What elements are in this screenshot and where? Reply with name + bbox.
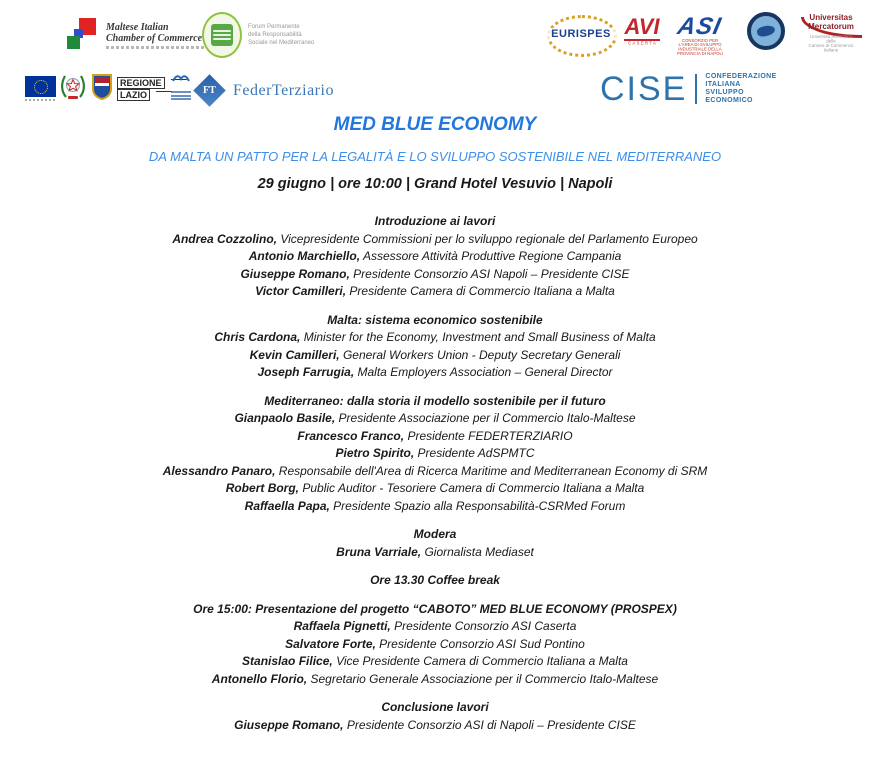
eu-flag-icon bbox=[25, 76, 56, 101]
speaker-line bbox=[0, 364, 870, 382]
speaker-role: Malta Employers Association – General Director bbox=[357, 365, 613, 379]
speaker-role: Presidente Consorzio ASI Napoli – Presidente CISE bbox=[353, 266, 630, 281]
speaker-line bbox=[0, 544, 870, 562]
forum-line2: della Responsabilità bbox=[248, 32, 302, 38]
section-heading: Modera bbox=[413, 527, 457, 541]
coffee-break-label: Ore 13.30 Coffee break bbox=[370, 573, 500, 587]
speaker-role: Giornalista Mediaset bbox=[424, 544, 534, 559]
regione-lazio-emblem-icon bbox=[91, 73, 113, 105]
speaker-role: Presidente Consorzio ASI Sud Pontino bbox=[379, 636, 585, 651]
speaker-line bbox=[0, 283, 870, 301]
speaker-role: General Workers Union - Deputy Secretary Generali bbox=[342, 347, 621, 362]
speaker-line bbox=[0, 498, 870, 516]
speaker-line bbox=[0, 636, 870, 654]
speaker-role: Presidente Spazio alla Responsabilità-CSRMed Forum bbox=[333, 498, 626, 513]
regione-label: REGIONE bbox=[117, 77, 165, 89]
eurispes-label: EURISPES bbox=[541, 28, 621, 40]
cise-divider bbox=[695, 74, 697, 104]
avi-sub: CASERTA bbox=[628, 41, 658, 47]
section-heading: Conclusione lavori bbox=[381, 700, 489, 714]
speaker-name: Chris Cardona, bbox=[214, 330, 301, 344]
section-coffee-break bbox=[0, 572, 870, 590]
speaker-name: Alessandro Panaro, bbox=[162, 463, 276, 478]
speaker-line bbox=[0, 445, 870, 463]
speaker-role: Presidente Consorzio ASI Caserta bbox=[394, 619, 577, 633]
asi-napoli-logo bbox=[664, 15, 736, 63]
round-seal-logo bbox=[747, 12, 785, 50]
avi-caserta-logo bbox=[622, 15, 662, 47]
section-modera bbox=[0, 526, 870, 561]
speaker-name: Salvatore Forte, bbox=[285, 636, 376, 651]
lazio-label: LAZIO bbox=[117, 89, 150, 101]
forum-logo-text bbox=[248, 23, 328, 47]
speaker-name: Giuseppe Romano, bbox=[240, 266, 350, 281]
speaker-role: Presidente AdSPMTC bbox=[417, 446, 535, 460]
section-heading: Introduzione ai lavori bbox=[374, 214, 496, 228]
speaker-name: Raffaela Pignetti, bbox=[293, 619, 391, 633]
section-heading: Ore 15:00: Presentazione del progetto “CABOTO” MED BLUE ECONOMY (PROSPEX) bbox=[193, 601, 677, 616]
chamber-line2: Chamber of Commerce bbox=[106, 33, 203, 44]
forum-mediterraneo-logo bbox=[202, 12, 328, 58]
speaker-name: Raffaella Papa, bbox=[244, 498, 330, 513]
univ-sub1: Università telematica delle bbox=[810, 35, 852, 44]
federterziario-logo bbox=[194, 75, 334, 106]
speaker-line bbox=[0, 618, 870, 636]
speaker-role: Vice Presidente Camera di Commercio Italiana a Malta bbox=[336, 654, 628, 668]
eurispes-logo bbox=[541, 13, 621, 57]
speaker-name: Victor Camilleri, bbox=[255, 284, 347, 298]
speaker-line bbox=[0, 428, 870, 446]
cise-logo bbox=[600, 72, 777, 106]
section-introduzione bbox=[0, 213, 870, 301]
cise-wordmark: CISE bbox=[600, 70, 688, 108]
speaker-line bbox=[0, 347, 870, 365]
speaker-line bbox=[0, 463, 870, 481]
section-heading: Mediterraneo: dalla storia il modello sostenibile per il futuro bbox=[264, 393, 606, 408]
event-subtitle: DA MALTA UN PATTO PER LA LEGALITÀ E LO SVILUPPO SOSTENIBILE NEL MEDITERRANEO bbox=[148, 149, 722, 164]
italy-emblem-icon bbox=[61, 73, 85, 105]
speaker-role: Presidente Associazione per il Commercio Italo-Maltese bbox=[338, 411, 636, 425]
cise-sub4: ECONOMICO bbox=[705, 97, 753, 104]
speaker-role: Responsabile dell'Area di Ricerca Maritime and Mediterranean Economy di SRM bbox=[278, 463, 708, 478]
univ-line1: Universitas bbox=[809, 13, 853, 22]
speaker-role: Presidente Camera di Commercio Italiana a Malta bbox=[349, 284, 615, 298]
maltese-italian-chamber-logo bbox=[66, 16, 224, 54]
speaker-role: Segretario Generale Associazione per il Commercio Italo-Maltese bbox=[310, 671, 659, 686]
section-malta bbox=[0, 312, 870, 382]
speaker-name: Gianpaolo Basile, bbox=[234, 411, 336, 425]
forum-line3: Sociale nel Mediterraneo bbox=[248, 40, 315, 46]
speaker-role: Public Auditor - Tesoriere Camera di Commercio Italiana a Malta bbox=[302, 481, 645, 495]
speaker-role: Presidente FEDERTERZIARIO bbox=[407, 428, 573, 443]
eu-flag-caption-decoration bbox=[25, 99, 56, 101]
speaker-line bbox=[0, 480, 870, 498]
speaker-name: Joseph Farrugia, bbox=[257, 365, 355, 379]
asi-sub1: CONSORZIO PER L'AREA DI SVILUPPO bbox=[678, 39, 722, 48]
univ-line2: Mercatorum bbox=[808, 22, 854, 31]
speaker-line bbox=[0, 410, 870, 428]
speaker-name: Kevin Camilleri, bbox=[249, 347, 340, 362]
speaker-name: Antonio Marchiello, bbox=[248, 249, 361, 263]
speaker-line bbox=[0, 671, 870, 689]
speaker-line bbox=[0, 266, 870, 284]
section-heading: Malta: sistema economico sostenibile bbox=[327, 312, 543, 327]
chamber-squares-icon bbox=[66, 16, 100, 54]
partner-bird-logo bbox=[171, 72, 191, 100]
speaker-name: Francesco Franco, bbox=[297, 428, 405, 443]
speaker-role: Vicepresidente Commissioni per lo sviluppo regionale del Parlamento Europeo bbox=[280, 231, 698, 246]
speaker-name: Pietro Spirito, bbox=[335, 446, 415, 460]
avi-mark: AVI bbox=[624, 14, 660, 39]
speaker-role: Minister for the Economy, Investment and Small Business of Malta bbox=[303, 330, 656, 344]
speaker-name: Antonello Florio, bbox=[211, 671, 308, 686]
section-caboto bbox=[0, 601, 870, 689]
chamber-line1: Maltese Italian bbox=[106, 22, 169, 33]
speaker-name: Andrea Cozzolino, bbox=[172, 231, 277, 246]
cise-subtitle bbox=[705, 73, 776, 105]
section-mediterraneo bbox=[0, 393, 870, 516]
cise-sub2: ITALIANA bbox=[705, 81, 741, 88]
program bbox=[0, 213, 870, 745]
cise-sub3: SVILUPPO bbox=[705, 89, 744, 96]
speaker-line bbox=[0, 231, 870, 249]
speaker-name: Stanislao Filice, bbox=[242, 654, 333, 668]
asi-sub2: INDUSTRIALE DELLA PROVINCIA DI NAPOLI bbox=[676, 47, 724, 57]
speaker-line bbox=[0, 329, 870, 347]
speaker-line bbox=[0, 653, 870, 671]
speaker-name: Giuseppe Romano, bbox=[234, 717, 344, 732]
speaker-line bbox=[0, 717, 870, 735]
speaker-role: Assessore Attività Produttive Regione Campania bbox=[362, 249, 622, 263]
section-conclusione bbox=[0, 699, 870, 734]
asi-sub bbox=[674, 39, 726, 56]
speaker-line bbox=[0, 248, 870, 266]
cise-sub1: CONFEDERAZIONE bbox=[705, 73, 777, 80]
federterziario-ft-icon: FT bbox=[193, 74, 226, 107]
event-title: MED BLUE ECONOMY bbox=[333, 114, 537, 135]
federterziario-label: FederTerziario bbox=[233, 81, 334, 99]
speaker-name: Robert Borg, bbox=[225, 481, 300, 495]
forum-oval-icon bbox=[202, 12, 242, 58]
univ-sub2: Camere di Commercio Italiane bbox=[808, 44, 854, 53]
universitas-mercatorum-logo bbox=[799, 13, 863, 59]
speaker-name: Bruna Varriale, bbox=[336, 544, 422, 559]
seal-map-icon bbox=[756, 24, 776, 38]
event-dateline: 29 giugno | ore 10:00 | Grand Hotel Vesuvio | Napoli bbox=[257, 176, 613, 192]
asi-mark: ASI bbox=[675, 13, 725, 40]
speaker-role: Presidente Consorzio ASI di Napoli – Presidente CISE bbox=[346, 717, 636, 732]
forum-line1: Forum Permanente bbox=[248, 24, 300, 30]
